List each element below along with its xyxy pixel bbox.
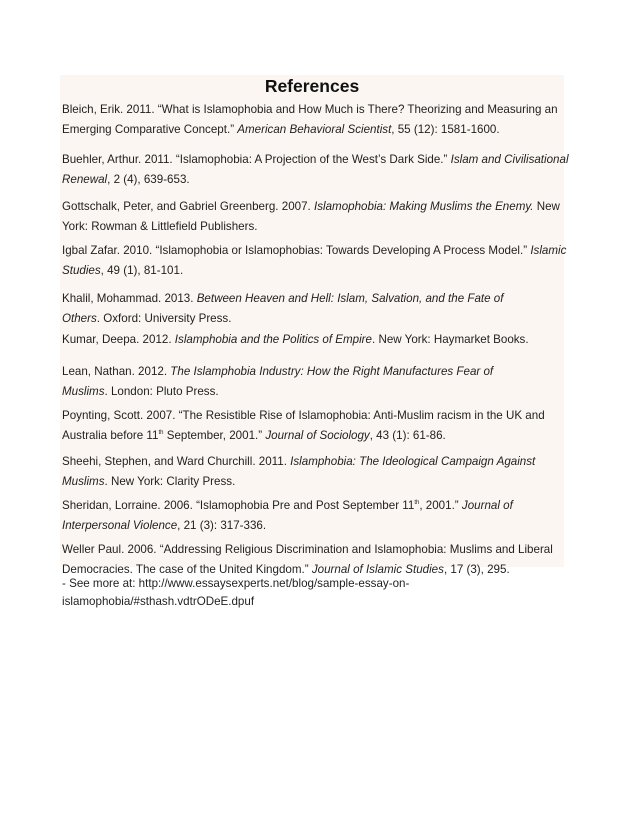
- reference-line: [62, 100, 562, 120]
- reference-line: [62, 309, 562, 329]
- reference-line: [62, 197, 562, 217]
- reference-line: [62, 170, 562, 190]
- italic-title-text: Journal of: [461, 499, 513, 512]
- reference-text: , 49 (1), 81-101.: [100, 264, 184, 277]
- reference-text: , 17 (3), 295.: [443, 563, 510, 576]
- source-note: [62, 575, 562, 611]
- italic-title-text: Interpersonal Violence: [62, 519, 178, 532]
- reference-text: Poynting, Scott. 2007. “The Resistible Rise of Islamophobia: Anti-Muslim racism in the UK and: [62, 409, 545, 422]
- references-heading: References: [264, 76, 360, 96]
- italic-title-text: Muslims: [62, 475, 105, 488]
- reference-entry: [62, 452, 562, 492]
- reference-text: Gottschalk, Peter, and Gabriel Greenberg. 2007.: [62, 200, 314, 213]
- reference-entry: [62, 150, 569, 190]
- reference-text: Buehler, Arthur. 2011. “Islamophobia: A Projection of the West’s Dark Side.”: [62, 153, 451, 166]
- reference-line: [62, 289, 562, 309]
- reference-text: , 55 (12): 1581-1600.: [391, 123, 500, 136]
- reference-entry: [62, 362, 562, 402]
- reference-text: , 21 (3): 317-336.: [177, 519, 267, 532]
- italic-title-text: Renewal: [62, 173, 108, 186]
- source-note-line: islamophobia/#sthash.vdtrODeE.dpuf: [62, 595, 255, 608]
- reference-text: Emerging Comparative Concept.”: [62, 123, 238, 136]
- reference-text: . New York: Clarity Press.: [104, 475, 236, 488]
- reference-line: [62, 496, 562, 516]
- reference-entry: [62, 406, 562, 446]
- reference-line: [62, 150, 569, 170]
- reference-text: , 43 (1): 61-86.: [369, 429, 446, 442]
- italic-title-text: Others: [62, 312, 97, 325]
- reference-line: [62, 362, 562, 382]
- italic-title-text: Journal of Sociology: [265, 429, 370, 442]
- reference-text: Sheehi, Stephen, and Ward Churchill. 2011.: [62, 455, 291, 468]
- reference-entry: [62, 496, 562, 536]
- italic-title-text: Islamphobia: The Ideological Campaign Against: [290, 455, 536, 468]
- reference-text: Khalil, Mohammad. 2013.: [62, 292, 197, 305]
- reference-entry: [62, 241, 567, 281]
- reference-line: [62, 516, 562, 536]
- reference-line: [62, 426, 562, 446]
- reference-text: , 2 (4), 639-653.: [107, 173, 190, 186]
- reference-line: [62, 330, 562, 350]
- italic-title-text: Studies: [62, 264, 101, 277]
- reference-text: Lean, Nathan. 2012.: [62, 365, 171, 378]
- superscript-text: th: [158, 430, 164, 436]
- reference-text: Igbal Zafar. 2010. “Islamophobia or Islamophobias: Towards Developing A Process Model.”: [62, 244, 531, 257]
- reference-line: [62, 406, 562, 426]
- italic-title-text: American Behavioral Scientist: [237, 123, 392, 136]
- italic-title-text: The Islamphobia Industry: How the Right Manufactures Fear of: [170, 365, 494, 378]
- reference-text: Weller Paul. 2006. “Addressing Religious Discrimination and Islamophobia: Muslims and Liberal: [62, 543, 553, 556]
- source-note-line: - See more at: http://www.essaysexperts.net/blog/sample-essay-on-: [62, 577, 410, 590]
- reference-entry: [62, 197, 562, 237]
- reference-line: [62, 241, 567, 261]
- reference-text: Bleich, Erik. 2011. “What is Islamophobia and How Much is There? Theorizing and Measuring an: [62, 103, 558, 116]
- reference-entry: [62, 330, 562, 350]
- reference-line: [62, 261, 562, 281]
- italic-title-text: Islam and Civilisational: [450, 153, 569, 166]
- reference-text: Sheridan, Lorraine. 2006. “Islamophobia Pre and Post September 11: [62, 499, 415, 512]
- reference-entry: [62, 100, 562, 140]
- reference-line: [62, 452, 562, 472]
- reference-line: [62, 472, 562, 492]
- reference-text: York: Rowman & Littlefield Publishers.: [62, 220, 258, 233]
- reference-line: [62, 120, 562, 140]
- reference-text: . Oxford: University Press.: [96, 312, 232, 325]
- italic-title-text: Islamic: [530, 244, 567, 257]
- reference-line: [62, 540, 562, 560]
- reference-line: [62, 382, 562, 402]
- reference-text: New: [533, 200, 560, 213]
- reference-text: . New York: Haymarket Books.: [372, 333, 529, 346]
- reference-text: Democracies. The case of the United Kingdom.”: [62, 563, 312, 576]
- italic-title-text: Muslims: [62, 385, 105, 398]
- italic-title-text: Between Heaven and Hell: Islam, Salvation, and the Fate of: [196, 292, 504, 305]
- reference-entry: [62, 289, 562, 329]
- reference-text: September, 2001.”: [163, 429, 266, 442]
- reference-line: [62, 217, 562, 237]
- reference-entry: [62, 540, 562, 580]
- superscript-text: th: [414, 500, 420, 506]
- reference-text: Australia before 11: [62, 429, 159, 442]
- reference-text: . London: Pluto Press.: [104, 385, 219, 398]
- italic-title-text: Islamophobia: Making Muslims the Enemy.: [314, 200, 534, 213]
- italic-title-text: Journal of Islamic Studies: [311, 563, 444, 576]
- reference-text: , 2001.”: [419, 499, 462, 512]
- italic-title-text: Islamphobia and the Politics of Empire: [174, 333, 372, 346]
- reference-text: Kumar, Deepa. 2012.: [62, 333, 175, 346]
